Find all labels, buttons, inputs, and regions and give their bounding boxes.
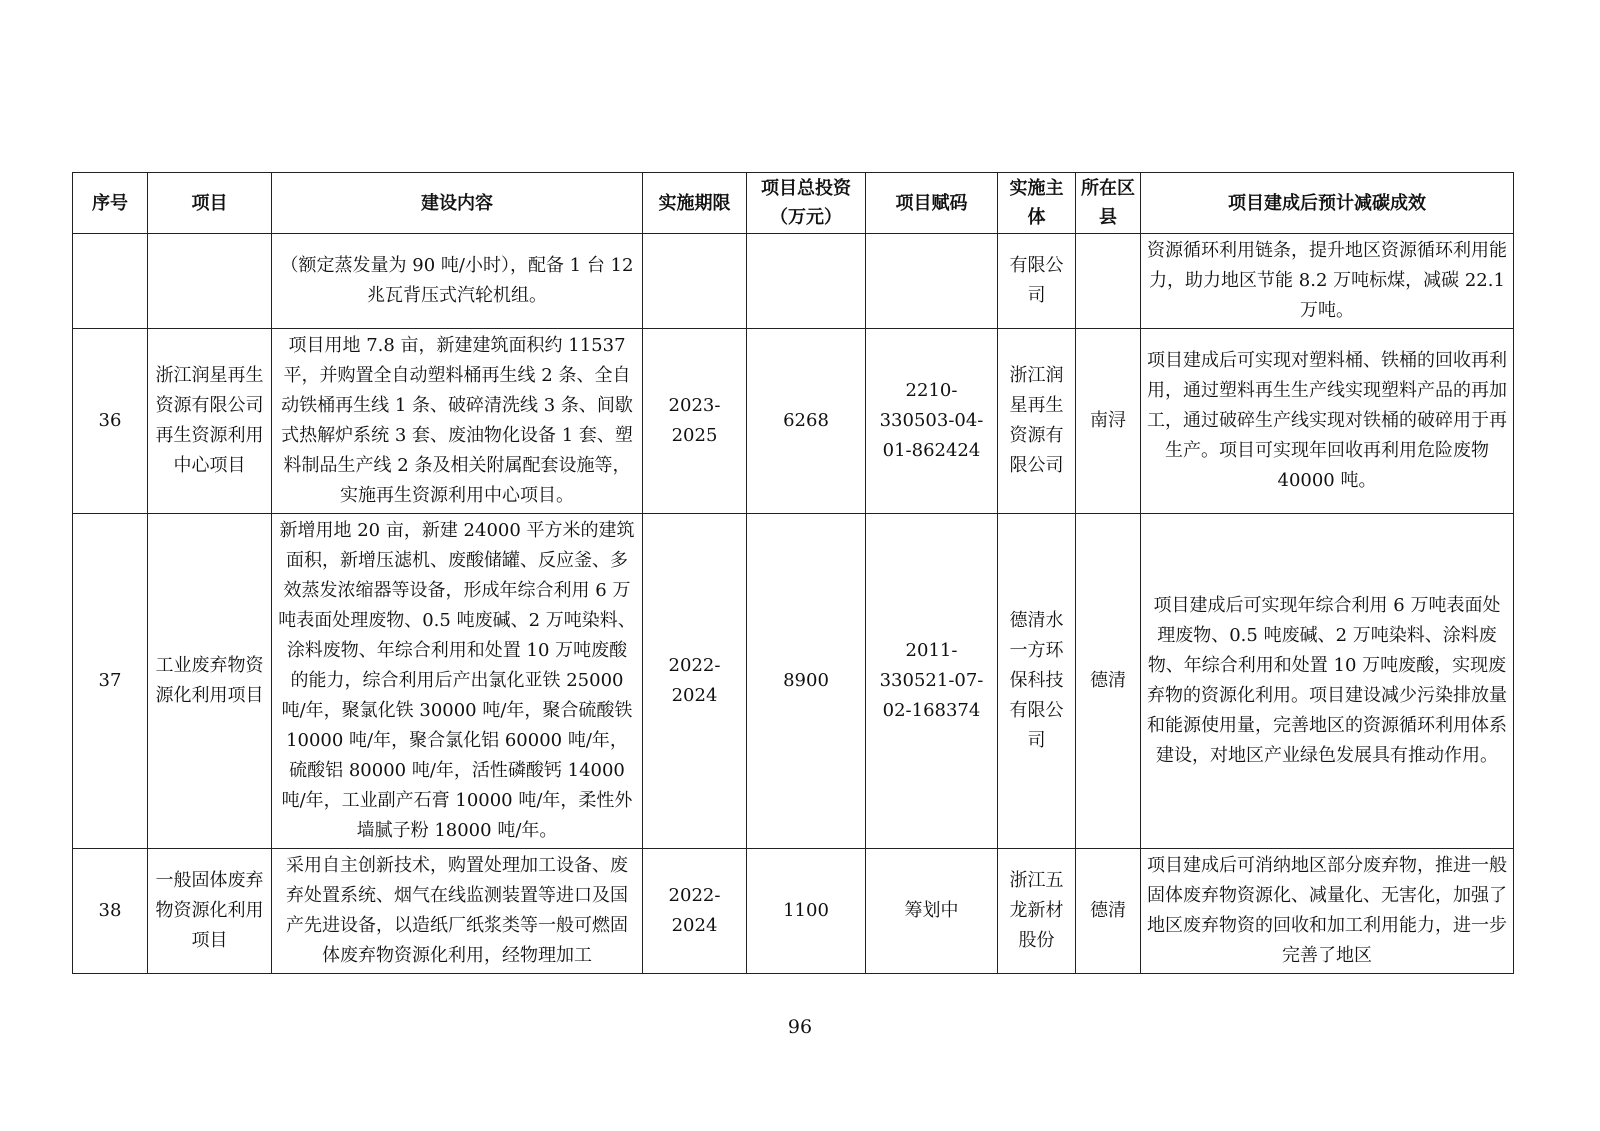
cell-entity: 有限公司 [998,234,1076,329]
cell-seq [73,234,148,329]
cell-county [1076,234,1141,329]
cell-effect: 项目建成后可消纳地区部分废弃物，推进一般固体废弃物资源化、减量化、无害化，加强了地区废弃物资的回收和加工利用能力，进一步完善了地区 [1141,849,1514,974]
cell-county: 德清 [1076,849,1141,974]
header-investment: 项目总投资（万元） [747,173,866,234]
cell-period [643,234,747,329]
header-content: 建设内容 [272,173,643,234]
cell-code: 2210-330503-04-01-862424 [866,329,998,514]
cell-project: 一般固体废弃物资源化利用项目 [148,849,272,974]
cell-content: 项目用地 7.8 亩，新建建筑面积约 11537 平，并购置全自动塑料桶再生线 2 条、全自动铁桶再生线 1 条、破碎清洗线 3 条、间歇式热解炉系统 3 套、废油物化设备 1 套、塑料制品生产线 2 条及相关附属配套设施等，实施再生资源利用中心项目。 [272,329,643,514]
table-row [73,514,1514,849]
cell-effect: 项目建成后可实现年综合利用 6 万吨表面处理废物、0.5 吨废碱、2 万吨染料、涂料废物、年综合利用和处置 10 万吨废酸，实现废弃物的资源化利用。项目建设减少污染排放量和能源使用量，完善地区的资源循环利用体系建设，对地区产业绿色发展具有推动作用。 [1141,514,1514,849]
table-row [73,234,1514,329]
page-number: 96 [787,1016,813,1038]
cell-effect: 资源循环利用链条，提升地区资源循环利用能力，助力地区节能 8.2 万吨标煤，减碳 22.1 万吨。 [1141,234,1514,329]
cell-investment: 8900 [747,514,866,849]
project-table-container [72,172,1513,974]
header-project: 项目 [148,173,272,234]
header-entity: 实施主体 [998,173,1076,234]
cell-county: 南浔 [1076,329,1141,514]
cell-investment [747,234,866,329]
cell-content: （额定蒸发量为 90 吨/小时），配备 1 台 12 兆瓦背压式汽轮机组。 [272,234,643,329]
cell-period: 2022-2024 [643,849,747,974]
header-seq: 序号 [73,173,148,234]
cell-seq: 37 [73,514,148,849]
header-period: 实施期限 [643,173,747,234]
cell-investment: 1100 [747,849,866,974]
cell-investment: 6268 [747,329,866,514]
cell-code [866,234,998,329]
cell-seq: 36 [73,329,148,514]
cell-entity: 浙江五龙新材股份 [998,849,1076,974]
project-table [72,172,1514,974]
cell-entity: 浙江润星再生资源有限公司 [998,329,1076,514]
cell-project: 工业废弃物资源化利用项目 [148,514,272,849]
cell-content: 采用自主创新技术，购置处理加工设备、废弃处置系统、烟气在线监测装置等进口及国产先进设备，以造纸厂纸浆类等一般可燃固体废弃物资源化利用，经物理加工 [272,849,643,974]
header-row [73,173,1514,234]
table-row [73,849,1514,974]
cell-effect: 项目建成后可实现对塑料桶、铁桶的回收再利用，通过塑料再生生产线实现塑料产品的再加工，通过破碎生产线实现对铁桶的破碎用于再生产。项目可实现年回收再利用危险废物 40000 吨。 [1141,329,1514,514]
cell-code: 2011-330521-07-02-168374 [866,514,998,849]
table-row [73,329,1514,514]
cell-period: 2022-2024 [643,514,747,849]
header-code: 项目赋码 [866,173,998,234]
header-effect: 项目建成后预计减碳成效 [1141,173,1514,234]
cell-code: 筹划中 [866,849,998,974]
cell-content: 新增用地 20 亩，新建 24000 平方米的建筑面积，新增压滤机、废酸储罐、反应釜、多效蒸发浓缩器等设备，形成年综合利用 6 万吨表面处理废物、0.5 吨废碱、2 万吨染料、涂料废物、年综合利用和处置 10 万吨废酸的能力，综合利用后产出氯化亚铁 25000 吨/年，聚氯化铁 30000 吨/年，聚合硫酸铁 10000 吨/年，聚合氯化铝 60000 吨/年，硫酸铝 80000 吨/年，活性磷酸钙 14000 吨/年，工业副产石膏 10000 吨/年，柔性外墙腻子粉 18000 吨/年。 [272,514,643,849]
header-county: 所在区县 [1076,173,1141,234]
cell-seq: 38 [73,849,148,974]
cell-period: 2023-2025 [643,329,747,514]
cell-project: 浙江润星再生资源有限公司再生资源利用中心项目 [148,329,272,514]
cell-county: 德清 [1076,514,1141,849]
cell-project [148,234,272,329]
cell-entity: 德清水一方环保科技有限公司 [998,514,1076,849]
